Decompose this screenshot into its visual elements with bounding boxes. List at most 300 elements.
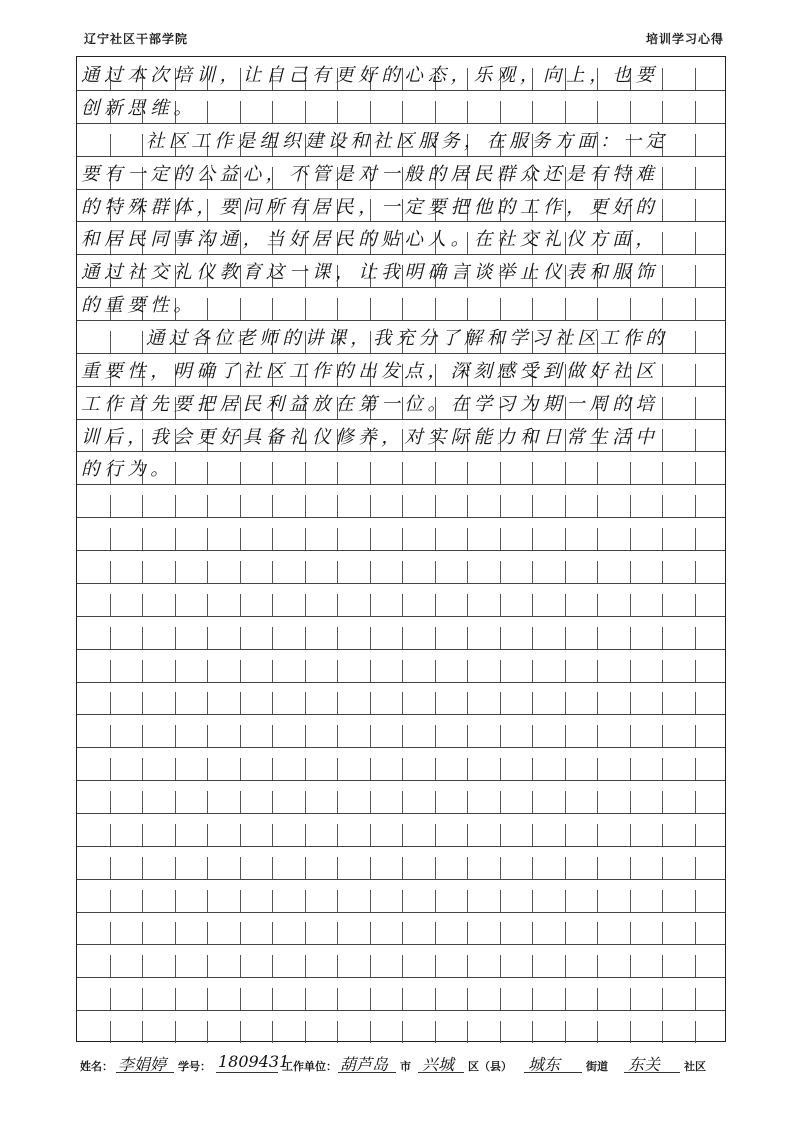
- grid-cell-divider: [467, 561, 468, 583]
- grid-cell-divider: [272, 495, 273, 517]
- grid-cell-divider: [500, 725, 501, 747]
- grid-cell-divider: [110, 495, 111, 517]
- grid-cell-divider: [532, 660, 533, 682]
- grid-cell-divider: [240, 692, 241, 714]
- grid-cell-divider: [630, 988, 631, 1010]
- grid-row-line: [77, 287, 725, 288]
- grid-cell-divider: [435, 988, 436, 1010]
- grid-cell-divider: [597, 561, 598, 583]
- grid-cell-divider: [565, 758, 566, 780]
- student-no-underline: [216, 1072, 278, 1073]
- grid-cell-divider: [402, 955, 403, 977]
- grid-cell-divider: [207, 824, 208, 846]
- handwritten-text: 通过社交礼仪教育这一课，让我明确言谈举止仪表和服饰: [81, 262, 659, 284]
- grid-cell-divider: [695, 594, 696, 616]
- grid-cell-divider: [272, 692, 273, 714]
- grid-row-line: [77, 484, 725, 485]
- grid-cell-divider: [695, 660, 696, 682]
- grid-cell-divider: [630, 660, 631, 682]
- grid-cell-divider: [110, 955, 111, 977]
- grid-cell-divider: [110, 561, 111, 583]
- grid-cell-divider: [467, 692, 468, 714]
- name-underline: [116, 1072, 174, 1073]
- handwritten-line: [77, 59, 727, 89]
- handwritten-line: [77, 453, 727, 483]
- grid-cell-divider: [110, 824, 111, 846]
- grid-cell-divider: [435, 495, 436, 517]
- grid-cell-divider: [467, 660, 468, 682]
- grid-cell-divider: [565, 988, 566, 1010]
- grid-cell-divider: [305, 627, 306, 649]
- grid-cell-divider: [565, 561, 566, 583]
- grid-cell-divider: [695, 561, 696, 583]
- grid-cell-divider: [630, 791, 631, 813]
- grid-cell-divider: [207, 594, 208, 616]
- grid-cell-divider: [435, 627, 436, 649]
- grid-cell-divider: [175, 857, 176, 879]
- grid-cell-divider: [662, 495, 663, 517]
- grid-cell-divider: [435, 660, 436, 682]
- grid-row-line: [77, 550, 725, 551]
- grid-cell-divider: [110, 660, 111, 682]
- grid-cell-divider: [402, 660, 403, 682]
- grid-cell-divider: [207, 758, 208, 780]
- grid-row-line: [77, 813, 725, 814]
- handwritten-text: 通过本次培训，让自己有更好的心态，乐观，向上，也要: [81, 65, 659, 86]
- grid-cell-divider: [500, 692, 501, 714]
- city-value: 葫芦岛: [340, 1055, 389, 1074]
- grid-cell-divider: [272, 660, 273, 682]
- grid-cell-divider: [110, 528, 111, 550]
- grid-cell-divider: [370, 495, 371, 517]
- grid-cell-divider: [630, 857, 631, 879]
- handwritten-text: 的重要性。: [81, 295, 197, 317]
- grid-cell-divider: [402, 1021, 403, 1043]
- grid-cell-divider: [240, 528, 241, 550]
- grid-cell-divider: [435, 890, 436, 912]
- grid-cell-divider: [402, 594, 403, 616]
- grid-cell-divider: [662, 922, 663, 944]
- grid-cell-divider: [175, 1021, 176, 1043]
- grid-cell-divider: [207, 660, 208, 682]
- grid-cell-divider: [630, 627, 631, 649]
- handwritten-text: 和居民同事沟通，当好居民的贴心人。在社交礼仪方面，: [81, 229, 659, 251]
- grid-row-line: [77, 583, 725, 584]
- institution-name: 辽宁社区干部学院: [84, 32, 189, 46]
- grid-cell-divider: [142, 955, 143, 977]
- grid-cell-divider: [695, 955, 696, 977]
- grid-cell-divider: [337, 791, 338, 813]
- grid-cell-divider: [532, 758, 533, 780]
- grid-cell-divider: [370, 660, 371, 682]
- grid-cell-divider: [142, 791, 143, 813]
- grid-cell-divider: [662, 528, 663, 550]
- grid-cell-divider: [142, 988, 143, 1010]
- grid-cell-divider: [370, 594, 371, 616]
- grid-cell-divider: [532, 528, 533, 550]
- grid-cell-divider: [597, 857, 598, 879]
- grid-cell-divider: [305, 594, 306, 616]
- grid-cell-divider: [370, 758, 371, 780]
- grid-cell-divider: [597, 528, 598, 550]
- handwritten-text: 的特殊群体，要问所有居民，一定要把他的工作，更好的: [81, 196, 659, 218]
- grid-cell-divider: [467, 955, 468, 977]
- grid-row-line: [77, 221, 725, 222]
- grid-cell-divider: [207, 627, 208, 649]
- grid-cell-divider: [565, 922, 566, 944]
- grid-cell-divider: [207, 692, 208, 714]
- grid-cell-divider: [272, 988, 273, 1010]
- grid-cell-divider: [207, 561, 208, 583]
- grid-cell-divider: [370, 857, 371, 879]
- grid-cell-divider: [695, 922, 696, 944]
- grid-cell-divider: [175, 660, 176, 682]
- handwritten-text: 通过各位老师的讲课，我充分了解和学习社区工作的: [146, 327, 669, 349]
- grid-cell-divider: [532, 824, 533, 846]
- grid-cell-divider: [597, 890, 598, 912]
- grid-row-line: [77, 156, 725, 157]
- grid-cell-divider: [662, 791, 663, 813]
- grid-cell-divider: [240, 988, 241, 1010]
- grid-cell-divider: [370, 824, 371, 846]
- grid-cell-divider: [175, 890, 176, 912]
- grid-cell-divider: [565, 791, 566, 813]
- handwritten-text: 重要性，明确了社区工作的出发点，深刻感受到做好社区: [81, 360, 659, 382]
- grid-cell-divider: [565, 594, 566, 616]
- grid-row-line: [77, 451, 725, 452]
- grid-cell-divider: [532, 692, 533, 714]
- handwritten-line: [77, 125, 727, 155]
- grid-cell-divider: [532, 988, 533, 1010]
- grid-cell-divider: [370, 955, 371, 977]
- grid-cell-divider: [337, 528, 338, 550]
- grid-cell-divider: [337, 922, 338, 944]
- grid-cell-divider: [435, 758, 436, 780]
- handwritten-line: [77, 223, 727, 253]
- grid-cell-divider: [110, 627, 111, 649]
- grid-cell-divider: [207, 988, 208, 1010]
- grid-cell-divider: [370, 922, 371, 944]
- community-label: 社区: [684, 1060, 706, 1073]
- grid-cell-divider: [435, 561, 436, 583]
- grid-cell-divider: [175, 528, 176, 550]
- grid-cell-divider: [435, 922, 436, 944]
- grid-cell-divider: [142, 857, 143, 879]
- grid-cell-divider: [240, 495, 241, 517]
- grid-cell-divider: [662, 1021, 663, 1043]
- grid-cell-divider: [142, 824, 143, 846]
- grid-cell-divider: [272, 922, 273, 944]
- grid-cell-divider: [597, 692, 598, 714]
- street-value: 城东: [528, 1055, 561, 1074]
- grid-cell-divider: [110, 725, 111, 747]
- handwritten-text: 工作首先要把居民利益放在第一位。在学习为期一周的培: [81, 393, 659, 415]
- grid-cell-divider: [305, 791, 306, 813]
- grid-cell-divider: [337, 857, 338, 879]
- grid-cell-divider: [435, 955, 436, 977]
- grid-cell-divider: [435, 692, 436, 714]
- grid-cell-divider: [467, 890, 468, 912]
- grid-cell-divider: [337, 627, 338, 649]
- document-type-title: 培训学习心得: [645, 32, 724, 46]
- grid-cell-divider: [630, 561, 631, 583]
- grid-cell-divider: [272, 955, 273, 977]
- grid-cell-divider: [467, 857, 468, 879]
- grid-cell-divider: [500, 955, 501, 977]
- handwritten-text: 要有一定的公益心，不管是对一般的居民群众还是有特难: [81, 163, 659, 185]
- grid-cell-divider: [370, 725, 371, 747]
- grid-cell-divider: [175, 725, 176, 747]
- grid-cell-divider: [337, 1021, 338, 1043]
- grid-row-line: [77, 419, 725, 420]
- grid-cell-divider: [370, 561, 371, 583]
- grid-cell-divider: [305, 857, 306, 879]
- grid-cell-divider: [630, 725, 631, 747]
- grid-cell-divider: [467, 627, 468, 649]
- grid-cell-divider: [565, 495, 566, 517]
- grid-cell-divider: [597, 495, 598, 517]
- grid-cell-divider: [305, 955, 306, 977]
- grid-cell-divider: [305, 824, 306, 846]
- grid-cell-divider: [630, 955, 631, 977]
- grid-row-line: [77, 254, 725, 255]
- grid-cell-divider: [695, 791, 696, 813]
- grid-cell-divider: [630, 922, 631, 944]
- grid-cell-divider: [370, 791, 371, 813]
- grid-cell-divider: [337, 660, 338, 682]
- grid-cell-divider: [337, 824, 338, 846]
- grid-row-line: [77, 386, 725, 387]
- grid-cell-divider: [305, 528, 306, 550]
- grid-cell-divider: [532, 495, 533, 517]
- grid-cell-divider: [402, 495, 403, 517]
- student-no-value: 1809431: [218, 1052, 290, 1071]
- grid-cell-divider: [337, 725, 338, 747]
- grid-cell-divider: [240, 1021, 241, 1043]
- grid-cell-divider: [207, 955, 208, 977]
- grid-cell-divider: [435, 594, 436, 616]
- grid-cell-divider: [695, 890, 696, 912]
- grid-cell-divider: [272, 528, 273, 550]
- grid-cell-divider: [597, 922, 598, 944]
- grid-row-line: [77, 353, 725, 354]
- grid-row-line: [77, 944, 725, 945]
- grid-cell-divider: [402, 561, 403, 583]
- grid-cell-divider: [500, 627, 501, 649]
- grid-cell-divider: [337, 594, 338, 616]
- grid-cell-divider: [175, 955, 176, 977]
- grid-cell-divider: [370, 627, 371, 649]
- handwritten-line: [77, 158, 727, 188]
- grid-cell-divider: [662, 692, 663, 714]
- street-underline: [524, 1072, 582, 1073]
- grid-cell-divider: [565, 955, 566, 977]
- grid-cell-divider: [142, 890, 143, 912]
- grid-cell-divider: [337, 955, 338, 977]
- grid-cell-divider: [207, 725, 208, 747]
- grid-cell-divider: [467, 528, 468, 550]
- grid-cell-divider: [500, 922, 501, 944]
- grid-cell-divider: [240, 594, 241, 616]
- grid-cell-divider: [597, 660, 598, 682]
- grid-cell-divider: [435, 1021, 436, 1043]
- community-underline: [624, 1072, 680, 1073]
- grid-cell-divider: [305, 890, 306, 912]
- grid-cell-divider: [337, 561, 338, 583]
- grid-cell-divider: [597, 1021, 598, 1043]
- grid-cell-divider: [240, 725, 241, 747]
- grid-cell-divider: [500, 660, 501, 682]
- grid-cell-divider: [630, 528, 631, 550]
- grid-cell-divider: [435, 824, 436, 846]
- grid-cell-divider: [272, 627, 273, 649]
- grid-row-line: [77, 879, 725, 880]
- grid-cell-divider: [662, 890, 663, 912]
- grid-cell-divider: [337, 495, 338, 517]
- grid-cell-divider: [142, 528, 143, 550]
- grid-cell-divider: [597, 627, 598, 649]
- grid-cell-divider: [240, 758, 241, 780]
- grid-cell-divider: [142, 594, 143, 616]
- grid-row-line: [77, 977, 725, 978]
- grid-cell-divider: [370, 890, 371, 912]
- grid-cell-divider: [175, 561, 176, 583]
- grid-cell-divider: [500, 495, 501, 517]
- grid-cell-divider: [240, 791, 241, 813]
- grid-cell-divider: [402, 857, 403, 879]
- grid-cell-divider: [370, 1021, 371, 1043]
- grid-cell-divider: [500, 758, 501, 780]
- grid-cell-divider: [142, 725, 143, 747]
- handwritten-text: 社区工作是组织建设和社区服务，在服务方面：一定: [146, 130, 669, 152]
- grid-cell-divider: [435, 791, 436, 813]
- name-value: 李娟婷: [118, 1055, 167, 1074]
- grid-cell-divider: [662, 594, 663, 616]
- grid-cell-divider: [142, 495, 143, 517]
- grid-cell-divider: [402, 791, 403, 813]
- grid-cell-divider: [630, 692, 631, 714]
- grid-cell-divider: [662, 955, 663, 977]
- grid-cell-divider: [142, 660, 143, 682]
- grid-cell-divider: [240, 824, 241, 846]
- grid-cell-divider: [110, 692, 111, 714]
- grid-row-line: [77, 780, 725, 781]
- grid-row-line: [77, 714, 725, 715]
- grid-cell-divider: [435, 725, 436, 747]
- grid-cell-divider: [662, 988, 663, 1010]
- grid-cell-divider: [532, 594, 533, 616]
- handwritten-line: [77, 256, 727, 286]
- grid-cell-divider: [207, 857, 208, 879]
- grid-cell-divider: [597, 988, 598, 1010]
- grid-cell-divider: [695, 495, 696, 517]
- grid-cell-divider: [175, 791, 176, 813]
- grid-cell-divider: [500, 1021, 501, 1043]
- grid-cell-divider: [175, 922, 176, 944]
- grid-cell-divider: [240, 627, 241, 649]
- grid-cell-divider: [532, 627, 533, 649]
- grid-cell-divider: [142, 758, 143, 780]
- grid-cell-divider: [110, 988, 111, 1010]
- grid-cell-divider: [467, 495, 468, 517]
- grid-cell-divider: [207, 528, 208, 550]
- grid-cell-divider: [467, 758, 468, 780]
- grid-cell-divider: [142, 922, 143, 944]
- grid-cell-divider: [532, 725, 533, 747]
- grid-cell-divider: [467, 988, 468, 1010]
- grid-cell-divider: [305, 1021, 306, 1043]
- city-label: 市: [400, 1060, 411, 1073]
- grid-cell-divider: [110, 594, 111, 616]
- grid-cell-divider: [532, 890, 533, 912]
- writing-grid-sheet: [76, 56, 726, 1042]
- grid-cell-divider: [240, 857, 241, 879]
- grid-cell-divider: [175, 824, 176, 846]
- grid-cell-divider: [272, 890, 273, 912]
- grid-cell-divider: [597, 955, 598, 977]
- grid-cell-divider: [662, 561, 663, 583]
- grid-cell-divider: [402, 692, 403, 714]
- grid-cell-divider: [337, 758, 338, 780]
- handwritten-line: [77, 289, 727, 319]
- grid-row-line: [77, 846, 725, 847]
- grid-cell-divider: [272, 594, 273, 616]
- grid-cell-divider: [110, 922, 111, 944]
- grid-cell-divider: [500, 824, 501, 846]
- grid-cell-divider: [175, 594, 176, 616]
- name-label: 姓名：: [80, 1060, 113, 1073]
- grid-cell-divider: [435, 528, 436, 550]
- grid-row-line: [77, 616, 725, 617]
- handwritten-line: [77, 191, 727, 221]
- grid-cell-divider: [695, 824, 696, 846]
- grid-cell-divider: [500, 561, 501, 583]
- grid-cell-divider: [175, 692, 176, 714]
- grid-cell-divider: [272, 1021, 273, 1043]
- grid-cell-divider: [272, 561, 273, 583]
- grid-cell-divider: [695, 1021, 696, 1043]
- grid-cell-divider: [695, 692, 696, 714]
- grid-cell-divider: [370, 528, 371, 550]
- grid-cell-divider: [565, 528, 566, 550]
- grid-cell-divider: [565, 725, 566, 747]
- grid-row-line: [77, 649, 725, 650]
- grid-cell-divider: [305, 988, 306, 1010]
- grid-row-line: [77, 189, 725, 190]
- grid-cell-divider: [662, 857, 663, 879]
- district-value: 兴城: [422, 1055, 455, 1074]
- grid-cell-divider: [467, 922, 468, 944]
- grid-cell-divider: [532, 922, 533, 944]
- grid-cell-divider: [305, 725, 306, 747]
- grid-cell-divider: [695, 857, 696, 879]
- grid-cell-divider: [630, 594, 631, 616]
- grid-cell-divider: [175, 988, 176, 1010]
- grid-cell-divider: [370, 692, 371, 714]
- grid-cell-divider: [175, 627, 176, 649]
- handwritten-line: [77, 388, 727, 418]
- grid-cell-divider: [305, 922, 306, 944]
- grid-cell-divider: [207, 890, 208, 912]
- grid-cell-divider: [435, 857, 436, 879]
- grid-cell-divider: [565, 824, 566, 846]
- grid-cell-divider: [305, 692, 306, 714]
- grid-cell-divider: [500, 528, 501, 550]
- grid-cell-divider: [272, 758, 273, 780]
- grid-cell-divider: [272, 857, 273, 879]
- grid-cell-divider: [175, 758, 176, 780]
- grid-cell-divider: [240, 955, 241, 977]
